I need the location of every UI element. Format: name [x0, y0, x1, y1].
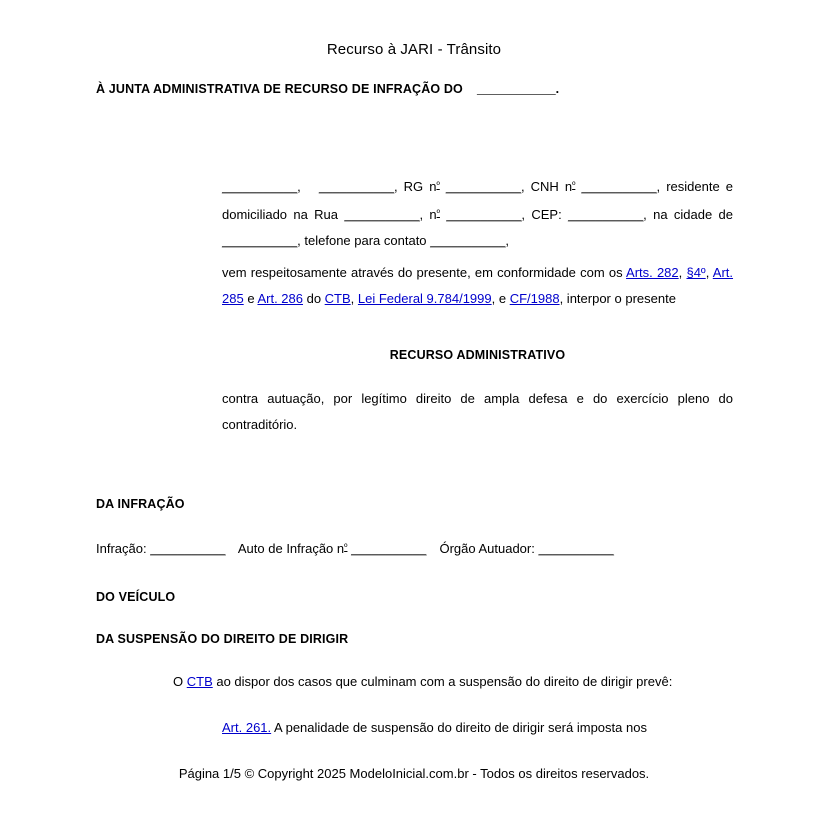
sep-3: ,: [520, 179, 525, 194]
link-arts-282[interactable]: Arts. 282: [626, 265, 679, 280]
sep-2: ,: [394, 179, 398, 194]
blank-house-number: ___________: [446, 207, 522, 222]
abbr-numero-rg: [429, 179, 440, 194]
sep-4: ,: [656, 179, 661, 194]
blank-name: ___________: [222, 179, 298, 194]
blank-nationality: ___________: [318, 179, 394, 194]
label-auto-infracao: [238, 541, 348, 556]
addressee-suffix: .: [555, 82, 560, 96]
sep-1: ,: [297, 179, 301, 194]
quote-lead-in: [173, 671, 733, 693]
blank-auto-infracao: ___________: [351, 541, 427, 556]
statement-part-6: ,: [350, 291, 358, 306]
blank-cep: ___________: [568, 207, 644, 222]
sep-9: ,: [505, 233, 509, 248]
label-rg: RG: [403, 179, 424, 194]
statement-paragraph: [222, 260, 733, 312]
blank-infracao: ___________: [150, 541, 226, 556]
link-art-286[interactable]: Art. 286: [257, 291, 303, 306]
label-city: na cidade de: [653, 207, 733, 222]
blank-cnh: ___________: [581, 179, 657, 194]
sep-8: ,: [297, 233, 301, 248]
abbr-n: n: [564, 179, 573, 194]
blank-phone: ___________: [430, 233, 506, 248]
statement-part-5: do: [302, 291, 325, 306]
section-heading-veiculo: DO VEÍCULO: [96, 590, 176, 604]
label-infracao: Infração:: [96, 541, 147, 556]
sep-6: ,: [521, 207, 526, 222]
quote-lead-part-1: O: [173, 674, 187, 689]
link-art-261[interactable]: Art. 261.: [222, 720, 272, 735]
recurso-administrativo-heading: RECURSO ADMINISTRATIVO: [389, 348, 566, 362]
link-cf-1988[interactable]: CF/1988: [509, 291, 560, 306]
link-art-285[interactable]: Art. 285: [222, 265, 734, 306]
addressee-blank: ____________: [476, 82, 556, 96]
label-phone: telefone para contato: [304, 233, 427, 248]
link-ctb-quote[interactable]: CTB: [186, 674, 213, 689]
abbr-ordinal: º: [572, 180, 576, 190]
addressee-prefix: À JUNTA ADMINISTRATIVA DE RECURSO DE INFRAÇÃO DO: [96, 82, 463, 96]
statement-part-1: vem respeitosamente através do presente, em conformidade com os: [222, 265, 627, 280]
section-heading-infracao: DA INFRAÇÃO: [96, 497, 185, 511]
against-paragraph: contra autuação, por legítimo direito de ampla defesa e do exercício pleno do contraditório.: [222, 391, 733, 432]
link-lei-federal[interactable]: Lei Federal 9.784/1999: [357, 291, 492, 306]
qualification-paragraph: [222, 172, 733, 254]
page-title: Recurso à JARI - Trânsito: [326, 41, 502, 58]
abbr-numero-cnh: [565, 179, 576, 194]
label-orgao-autuador: Órgão Autuador:: [439, 541, 535, 556]
label-cep: CEP:: [531, 207, 562, 222]
link-ctb[interactable]: CTB: [324, 291, 351, 306]
label-cnh: CNH: [530, 179, 559, 194]
abbr-n: n: [429, 179, 437, 194]
blank-rg: ___________: [445, 179, 521, 194]
statement-part-2: ,: [678, 265, 687, 280]
label-auto-text: Auto de Infração n: [237, 541, 345, 556]
quote-lead-part-2: ao dispor dos casos que culminam com a suspensão do direito de dirigir prevê:: [212, 674, 673, 689]
infracao-fields-line: [96, 537, 776, 559]
page-footer: Página 1/5 © Copyright 2025 ModeloInicial.com.br - Todos os direitos reservados.: [178, 766, 650, 781]
abbr-numero-address: [429, 207, 440, 222]
article-quote-261: [222, 716, 733, 740]
statement-part-8: , interpor o presente: [559, 291, 676, 306]
section-heading-suspensao: DA SUSPENSÃO DO DIREITO DE DIRIGIR: [96, 632, 349, 646]
sep-7: ,: [643, 207, 647, 222]
statement-part-3: ,: [705, 265, 713, 280]
blank-city: ___________: [222, 233, 298, 248]
residence-prefix: residente e domiciliado na Rua: [222, 179, 733, 222]
statement-part-7: , e: [491, 291, 510, 306]
abbr-ordinal: º: [436, 208, 440, 218]
blank-street: ___________: [344, 207, 420, 222]
abbr-n: n: [429, 207, 437, 222]
statement-part-4: e: [243, 291, 258, 306]
blank-orgao-autuador: ___________: [538, 541, 614, 556]
addressee-heading: [96, 80, 756, 99]
link-paragrafo-4[interactable]: §4º: [686, 265, 706, 280]
abbr-ordinal: º: [436, 180, 440, 190]
sep-5: ,: [419, 207, 424, 222]
abbr-ordinal: º: [344, 542, 348, 552]
article-quote-text: A penalidade de suspensão do direito de dirigir será imposta nos: [271, 720, 647, 735]
